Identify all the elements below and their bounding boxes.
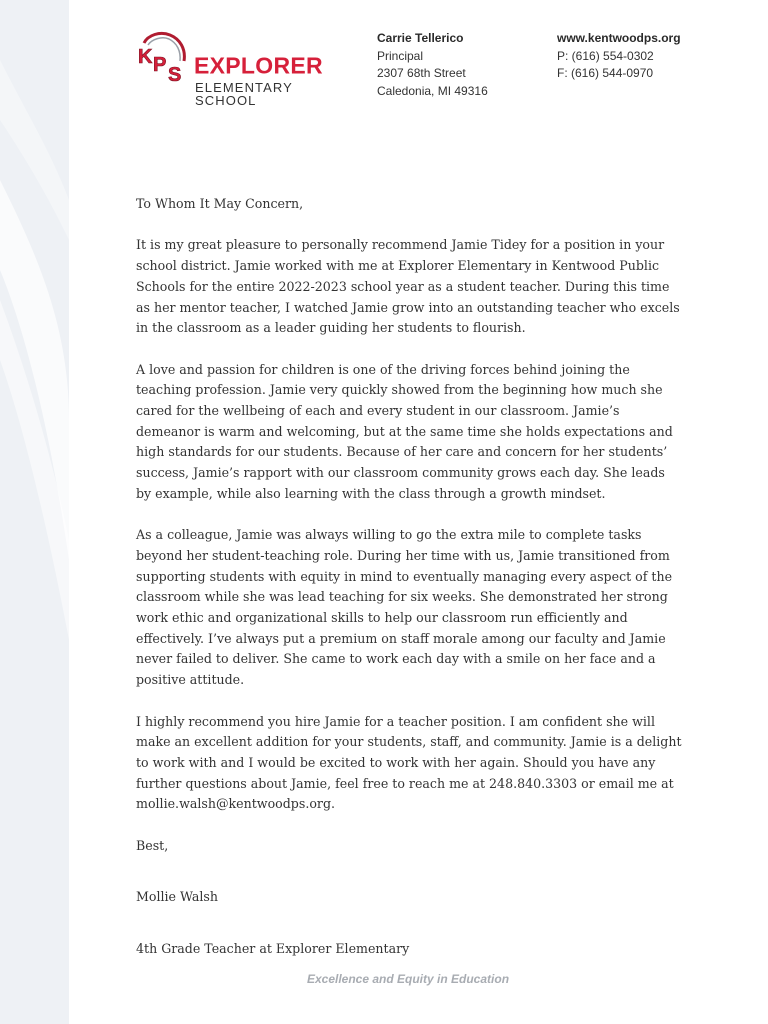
letter-body — [136, 194, 682, 981]
school-contact-block — [557, 30, 681, 83]
salutation: To Whom It May Concern, — [136, 196, 304, 211]
signer-name: Mollie Walsh — [136, 889, 218, 905]
school-subtitle: ELEMENTARY SCHOOL — [195, 80, 293, 108]
svg-text:K: K — [138, 46, 153, 68]
signer-title: 4th Grade Teacher at Explorer Elementary — [136, 941, 410, 957]
principal-name: Carrie Tellerico — [377, 31, 464, 45]
principal-title: Principal — [377, 48, 424, 63]
fax-number: F: (616) 544-0970 — [557, 66, 654, 80]
phone-number: P: (616) 554-0302 — [557, 48, 654, 63]
street-address: 2307 68th Street — [377, 66, 466, 80]
svg-text:P: P — [153, 54, 167, 76]
paragraph-4: I highly recommend you hire Jamie for a teacher position. I am confident she will make an excellent addition for your students, staff, and community. Jamie is a delight to work with and I would be excited to work with her again. Should you have any further questions about Jamie, feel free to reach me at 248.840.3303 or email me at mollie.walsh@kentwoodps.org. — [136, 713, 682, 812]
closing: Best, — [136, 837, 169, 853]
paragraph-3: As a colleague, Jamie was always willing to go the extra mile to complete tasks beyond her student-teaching role. During her time with us, Jamie transitioned from supporting students with equity in mind to eventually managing every aspect of the classroom while she was lead teaching for six weeks. She demonstrated her strong work ethic and organizational skills to help our classroom run efficiently and effectively. I’ve always put a premium on staff morale among our faculty and Jamie never failed to deliver. She came to work each day with a smile on her face and a positive attitude. — [136, 527, 673, 688]
kps-logo-icon — [136, 31, 188, 85]
svg-text:S: S — [168, 64, 182, 85]
city-address: Caledonia, MI 49316 — [377, 83, 488, 98]
paragraph-2: A love and passion for children is one of the driving forces behind joining the teaching profession. Jamie very quickly showed from the beginning how much she cared for the wellbeing of each and every student in our classroom. Jamie’s demeanor is warm and welcoming, but at the same time she holds expectations and high standards for our students. Because of her care and concern for her students’ success, Jamie’s rapport with our classroom community grows each day. She leads by example, while also learning with the class through a growth mindset. — [136, 361, 673, 501]
footer-tagline: Excellence and Equity in Education — [306, 972, 510, 986]
principal-contact-block — [377, 30, 488, 100]
website-link[interactable]: www.kentwoodps.org — [557, 31, 681, 45]
school-name: EXPLORER — [194, 52, 323, 79]
paragraph-1: It is my great pleasure to personally recommend Jamie Tidey for a position in your school district. Jamie worked with me at Explorer Elementary in Kentwood Public Schools for the entire 2022-2023 school year as a student teacher. During this time as her mentor teacher, I watched Jamie grow into an outstanding teacher who excels in the classroom as a leader guiding her students to flourish. — [136, 237, 680, 336]
school-logo — [136, 31, 348, 108]
